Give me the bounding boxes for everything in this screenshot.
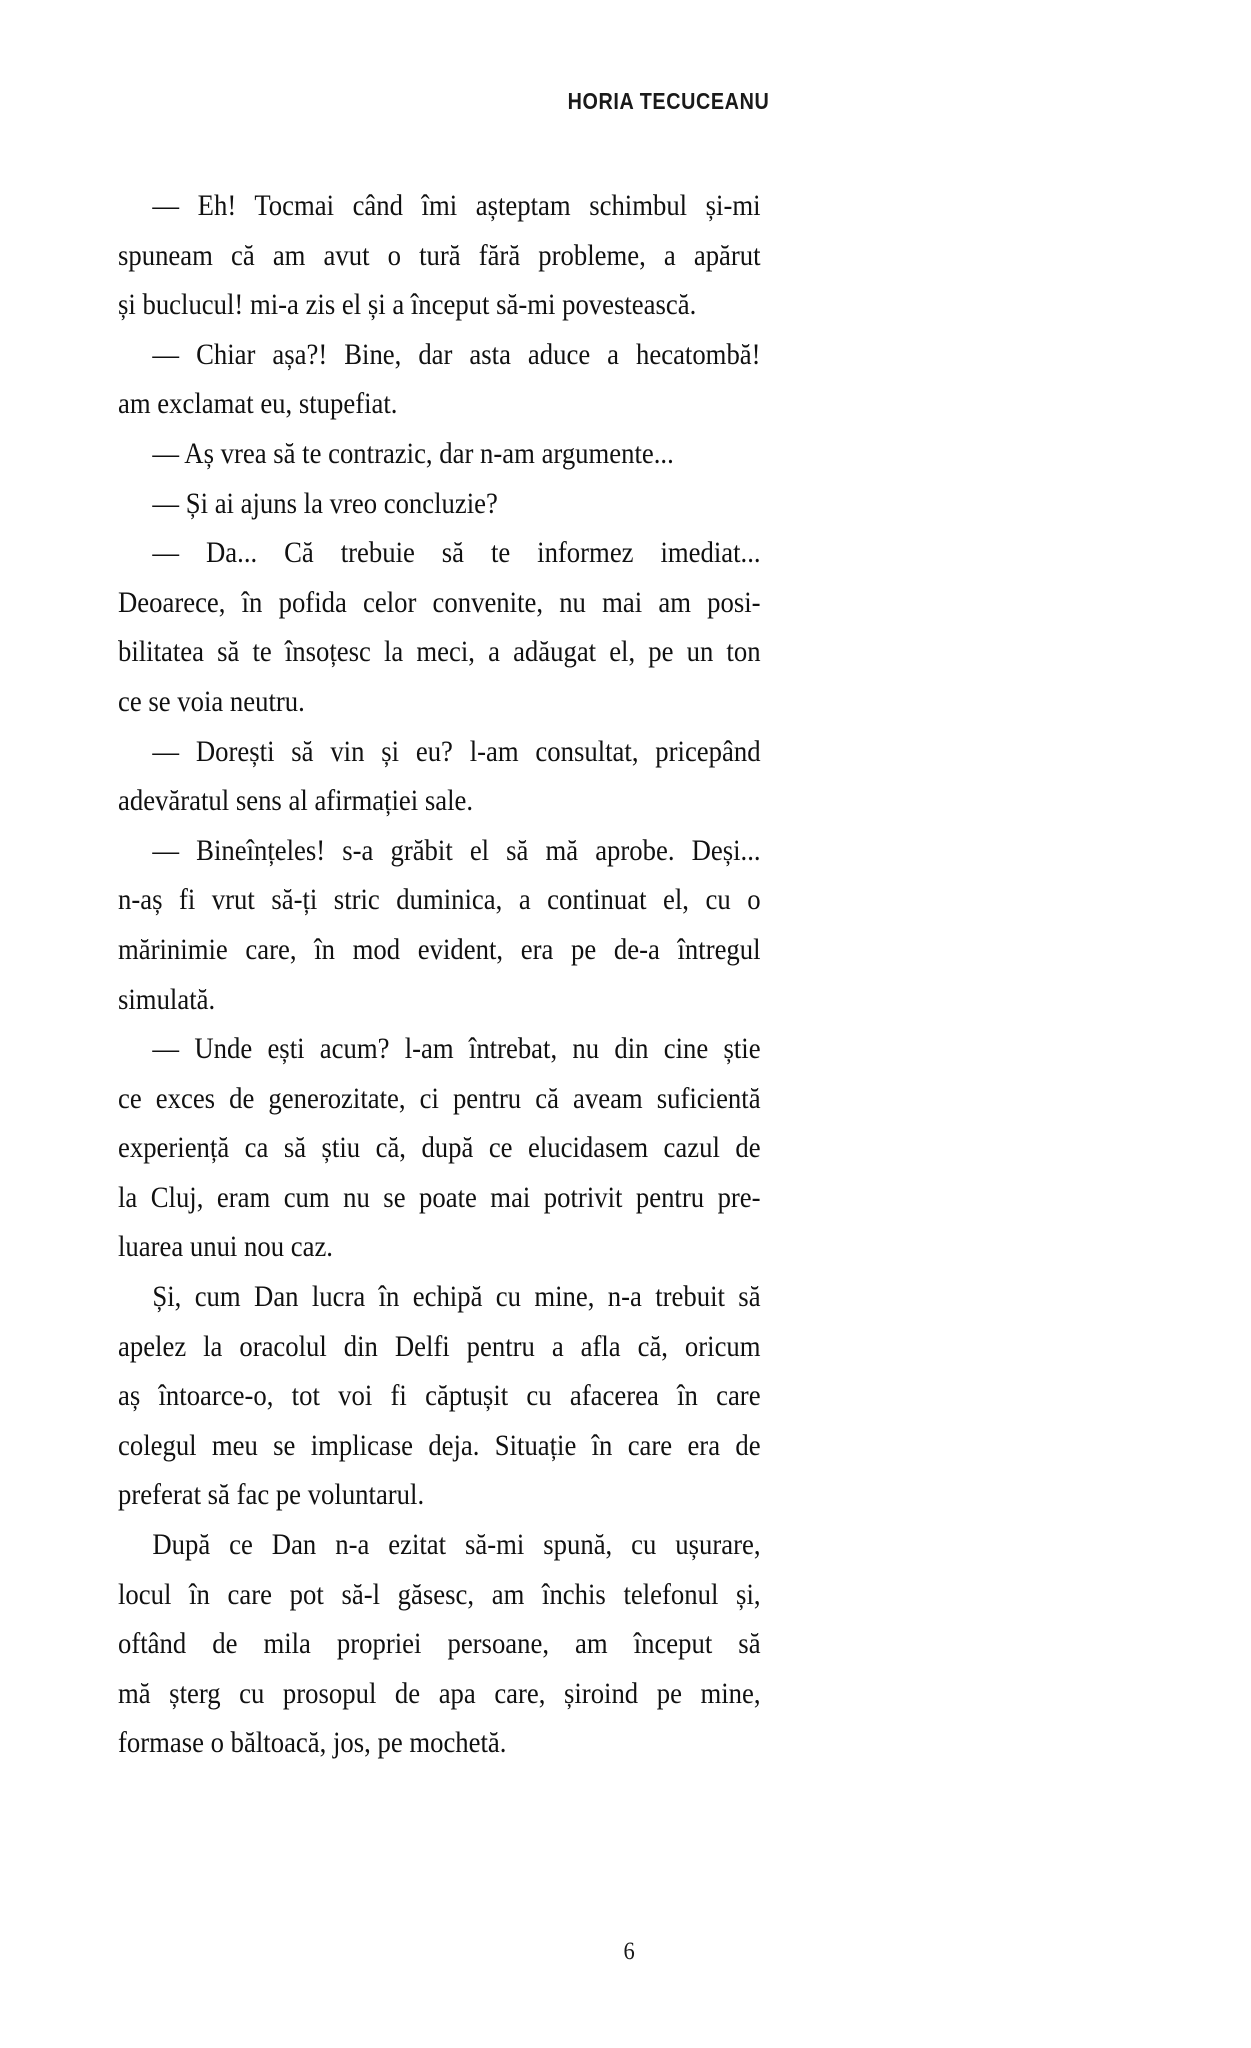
line-text: locul în care pot să-l găsesc, am închis telefonul și, [118, 1578, 761, 1611]
text-line [118, 331, 761, 381]
text-line [118, 1124, 761, 1174]
text-line [118, 1223, 761, 1273]
text-line [118, 281, 761, 331]
line-text: — Bineînțeles! s-a grăbit el să mă aprobe. Deși... [152, 834, 761, 867]
line-text: — Eh! Tocmai când îmi așteptam schimbul și-mi [152, 190, 761, 222]
line-text: oftând de mila propriei persoane, am început să [118, 1628, 761, 1661]
line-text: ce se voia neutru. [118, 685, 305, 718]
line-text: spuneam că am avut o tură fără probleme, a apărut [118, 239, 761, 272]
paragraph [118, 1273, 761, 1521]
text-line [118, 1719, 761, 1769]
paragraph [118, 1025, 761, 1273]
text-line [118, 1471, 761, 1521]
paragraph [118, 1521, 761, 1769]
line-text: — Dorești să vin și eu? l-am consultat, pricepând [152, 735, 761, 768]
text-line [118, 1422, 761, 1472]
line-text: simulată. [118, 983, 216, 1016]
line-text: am exclamat eu, stupefiat. [118, 388, 398, 421]
text-line [118, 1273, 761, 1323]
paragraph [118, 529, 761, 727]
text-line [118, 827, 761, 877]
text-line [118, 529, 761, 579]
text-line [118, 777, 761, 827]
page-number: 6 [623, 1938, 635, 1965]
text-line [118, 1521, 761, 1571]
line-text: și buclucul! mi-a zis el și a început să-mi povestească. [118, 289, 697, 322]
line-text: bilitatea să te însoțesc la meci, a adăugat el, pe un ton [118, 636, 761, 669]
line-text: adevăratul sens al afirmației sale. [118, 785, 474, 818]
paragraph [118, 182, 761, 331]
paragraph [118, 430, 761, 480]
line-text: n-aș fi vrut să-ți stric duminica, a continuat el, cu o [118, 884, 761, 917]
paragraph [118, 728, 761, 827]
text-line [118, 232, 761, 282]
text-line [118, 182, 761, 232]
line-text: luarea unui nou caz. [118, 1231, 333, 1264]
line-text: — Chiar așa?! Bine, dar asta aduce a hecatombă! [152, 338, 761, 371]
text-line [118, 1372, 761, 1422]
line-text: la Cluj, eram cum nu se poate mai potrivit pentru pre- [118, 1181, 761, 1214]
line-text: — Unde ești acum? l-am întrebat, nu din cine știe [152, 1033, 761, 1066]
line-text: experiență ca să știu că, după ce elucidasem cazul de [118, 1132, 761, 1165]
text-line [118, 678, 761, 728]
line-text: mă șterg cu prosopul de apa care, șiroind pe mine, [118, 1677, 761, 1710]
text-line [118, 1025, 761, 1075]
line-text: După ce Dan n-a ezitat să-mi spună, cu ușurare, [152, 1529, 761, 1562]
line-text: apelez la oracolul din Delfi pentru a afla că, oricum [118, 1330, 761, 1363]
line-text: ce exces de generozitate, ci pentru că aveam suficientă [118, 1082, 761, 1115]
line-text: aș întoarce-o, tot voi fi căptușit cu afacerea în care [118, 1380, 761, 1413]
paragraph [118, 331, 761, 430]
text-line [118, 1075, 761, 1125]
body-text [118, 182, 761, 1769]
text-line [118, 976, 761, 1026]
text-line [118, 1174, 761, 1224]
text-line [118, 728, 761, 778]
text-line [118, 1620, 761, 1670]
line-text: colegul meu se implicase deja. Situație în care era de [118, 1429, 761, 1462]
text-line [118, 926, 761, 976]
line-text: formase o băltoacă, jos, pe mochetă. [118, 1727, 507, 1760]
text-line [118, 1670, 761, 1720]
text-line [118, 480, 761, 530]
line-text: preferat să fac pe voluntarul. [118, 1479, 425, 1512]
line-text: — Aș vrea să te contrazic, dar n-am argumente... [152, 437, 674, 470]
text-line [118, 876, 761, 926]
text-line [118, 1571, 761, 1621]
line-text: — Da... Că trebuie să te informez imediat... [152, 537, 761, 570]
line-text: Și, cum Dan lucra în echipă cu mine, n-a trebuit să [152, 1281, 761, 1314]
text-line [118, 579, 761, 629]
paragraph [118, 480, 761, 530]
line-text: mărinimie care, în mod evident, era pe de-a întregul [118, 933, 761, 966]
line-text: Deoarece, în pofida celor convenite, nu mai am posi- [118, 586, 761, 619]
line-text: — Și ai ajuns la vreo concluzie? [152, 487, 498, 520]
text-line [118, 1323, 761, 1373]
text-line [118, 430, 761, 480]
text-line [118, 628, 761, 678]
running-head: HORIA TECUCEANU [567, 88, 770, 114]
text-line [118, 380, 761, 430]
paragraph [118, 827, 761, 1025]
